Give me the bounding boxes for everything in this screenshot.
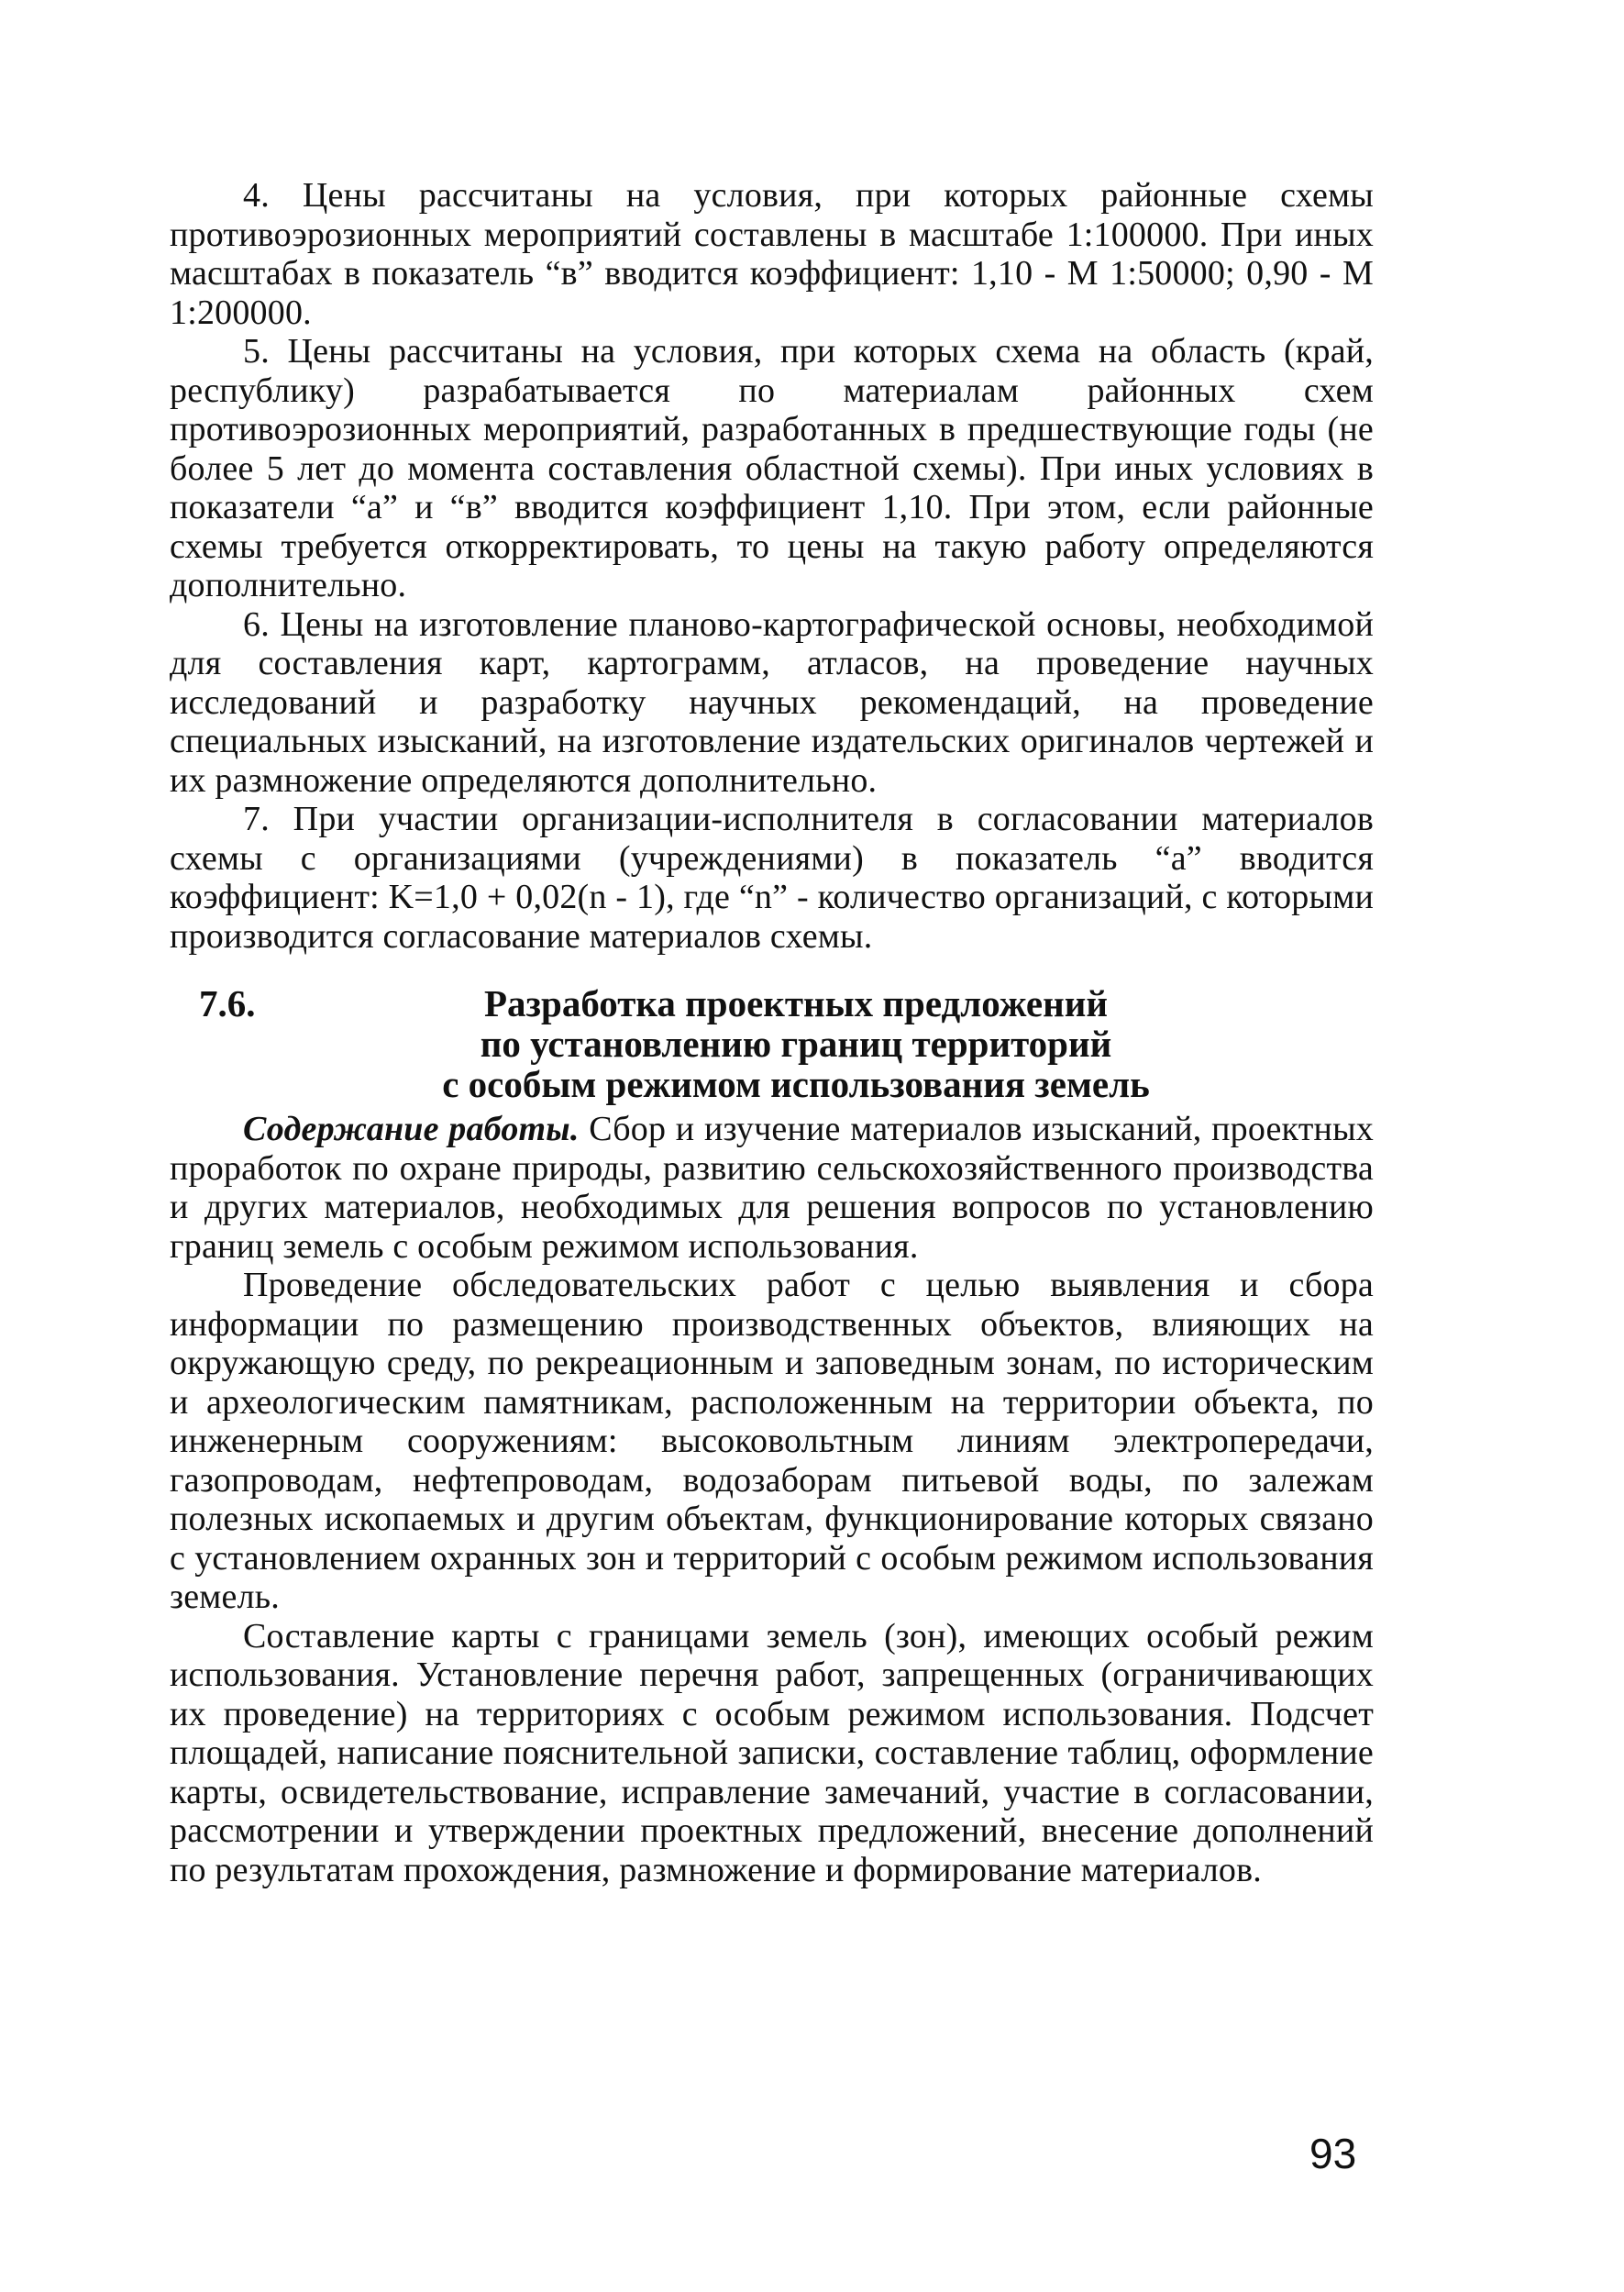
section-number: 7.6. xyxy=(199,982,256,1024)
paragraph-item-4: 4. Цены рассчитаны на условия, при которых районные схемы противоэрозионных мероприятий составлены в масштабе 1:100000. При иных масштабах в показатель “в” вводится коэффициент: 1,10 - М 1:50000; 0,90 - М 1:200000. xyxy=(170,176,1374,332)
section-title-line-2: по установлению границ территорий xyxy=(480,1023,1112,1065)
content-paragraph-survey: Проведение обследовательских работ с целью выявления и сбора информации по размещению производственных объектов, влияющих на окружающую среду, по рекреационным и заповедным зонам, по историческим и археологическим памятникам, расположенным на территории объекта, по инженерным сооружениям: высоковольтным линиям электропередачи, газопроводам, нефтепроводам, водозаборам питьевой воды, по залежам полезных ископаемых и другим объектам, функционирование которых связано с установлением охранных зон и территорий с особым режимом использования земель. xyxy=(170,1266,1374,1616)
paragraph-item-7: 7. При участии организации-исполнителя в согласовании материалов схемы с организациями (учреждениями) в показатель “а” вводится коэффициент: K=1,0 + 0,02(n - 1), где “n” - количество организаций, с которыми производится согласование материалов схемы. xyxy=(170,800,1374,956)
content-lead-text: Сбор и изучение материалов изысканий, проектных проработок по охране природы, развитию сельскохозяйственного производства и других материалов, необходимых для решения вопросов по установлению границ земель с особым режимом использования. xyxy=(170,1110,1374,1266)
content-lead-paragraph xyxy=(170,1110,1374,1266)
section-heading xyxy=(170,983,1374,1104)
page-number: 93 xyxy=(1309,2130,1357,2177)
content-lead-label: Содержание работы. xyxy=(243,1110,580,1148)
section-title-line-3: с особым режимом использования земель xyxy=(442,1063,1150,1105)
content-paragraph-map: Составление карты с границами земель (зон), имеющих особый режим использования. Установление перечня работ, запрещенных (ограничивающих их проведение) на территориях с особым режимом использования. Подсчет площадей, написание пояснительной записки, составление таблиц, оформление карты, освидетельствование, исправление замечаний, участие в согласовании, рассмотрении и утверждении проектных предложений, внесение дополнений по результатам прохождения, размножение и формирование материалов. xyxy=(170,1616,1374,1889)
section-title-line-1: Разработка проектных предложений xyxy=(484,982,1108,1024)
paragraph-item-5: 5. Цены рассчитаны на условия, при которых схема на область (край, республику) разрабатывается по материалам районных схем противоэрозионных мероприятий, разработанных в предшествующие годы (не более 5 лет до момента составления областной схемы). При иных условиях в показатели “а” и “в” вводится коэффициент 1,10. При этом, если районные схемы требуется откорректировать, то цены на такую работу определяются дополнительно. xyxy=(170,332,1374,604)
paragraph-item-6: 6. Цены на изготовление планово-картографической основы, необходимой для составления карт, картограмм, атласов, на проведение научных исследований и разработку научных рекомендаций, на проведение специальных изысканий, на изготовление издательских оригиналов чертежей и их размножение определяются дополнительно. xyxy=(170,604,1374,800)
document-page xyxy=(170,176,1374,1889)
